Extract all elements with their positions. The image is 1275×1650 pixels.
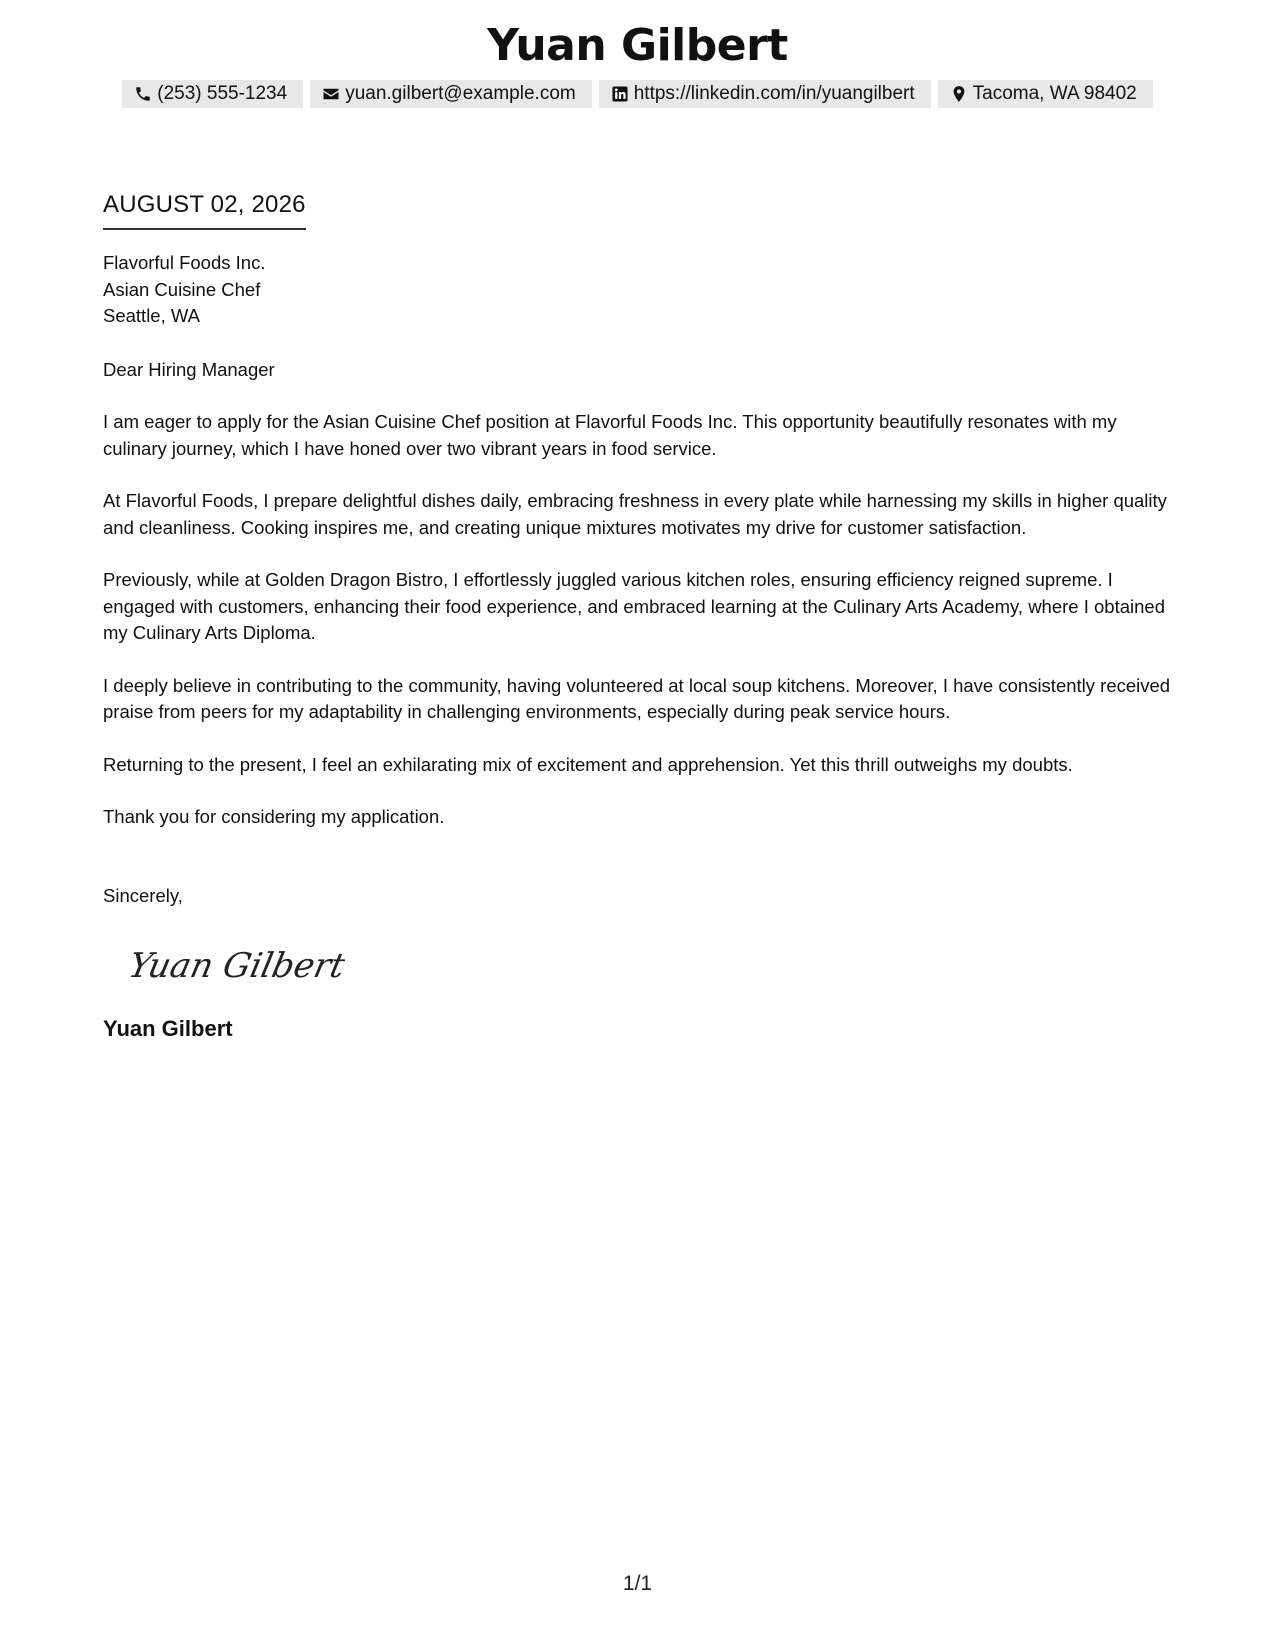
body-paragraph: I deeply believe in contributing to the community, having volunteered at local soup kitchens. Moreover, I have consistently received praise from peers for my adaptability in challenging environments, especially during peak service hours. (103, 674, 1171, 722)
body-paragraph: At Flavorful Foods, I prepare delightful dishes daily, embracing freshness in every plate while harnessing my skills in higher quality and cleanliness. Cooking inspires me, and creating unique mixtures motivates my drive for customer satisfaction. (103, 490, 1167, 538)
recipient-location: Seattle, WA (103, 305, 200, 326)
handwritten-signature (125, 939, 345, 995)
recipient-block (103, 250, 1183, 330)
applicant-name-title: Yuan Gilbert (487, 20, 788, 71)
body-paragraph: Thank you for considering my application. (103, 806, 445, 827)
svg-text:Yuan Gilbert: Yuan Gilbert (125, 946, 345, 986)
contact-bar (0, 80, 1275, 108)
signer-name: Yuan Gilbert (103, 1015, 233, 1041)
letter-body (103, 190, 1183, 1043)
body-paragraph: I am eager to apply for the Asian Cuisine Chef position at Flavorful Foods Inc. This opportunity beautifully resonates with my culinary journey, which I have honed over two vibrant years in food service. (103, 411, 1117, 459)
contact-phone-text: (253) 555-1234 (157, 83, 288, 104)
contact-linkedin-text: https://linkedin.com/in/yuangilbert (633, 83, 915, 104)
letter-header (0, 18, 1275, 74)
contact-phone (122, 80, 303, 108)
contact-email-text: yuan.gilbert@example.com (345, 83, 576, 104)
envelope-icon (322, 85, 340, 103)
contact-email (310, 80, 592, 108)
page-indicator: 1/1 (622, 1572, 653, 1595)
salutation: Dear Hiring Manager (103, 358, 275, 380)
recipient-company: Flavorful Foods Inc. (103, 252, 266, 273)
body-paragraph: Previously, while at Golden Dragon Bistro, I effortlessly juggled various kitchen roles, ensuring efficiency reigned supreme. I engaged with customers, enhancing their food experience, and embraced learning at the Culinary Arts Academy, where I obtained my Culinary Arts Diploma. (103, 569, 1165, 643)
closing: Sincerely, (103, 884, 183, 906)
phone-icon (134, 85, 152, 103)
contact-location (938, 80, 1153, 108)
letter-date: AUGUST 02, 2026 (103, 190, 306, 230)
contact-location-text: Tacoma, WA 98402 (972, 83, 1137, 104)
map-pin-icon (950, 85, 968, 103)
recipient-position: Asian Cuisine Chef (103, 278, 261, 300)
linkedin-icon (611, 85, 629, 103)
body-paragraph: Returning to the present, I feel an exhilarating mix of excitement and apprehension. Yet this thrill outweighs my doubts. (103, 753, 1073, 775)
contact-linkedin (599, 80, 931, 108)
